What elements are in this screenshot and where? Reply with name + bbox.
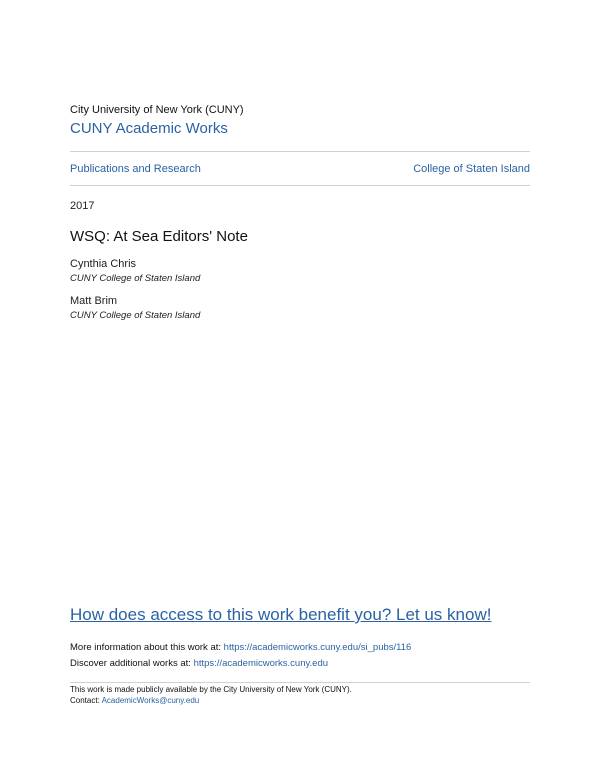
discover-url[interactable]: https://academicworks.cuny.edu (193, 658, 329, 669)
more-info-label: More information about this work at: (70, 642, 222, 653)
contact-line (70, 696, 199, 705)
author-1-affiliation: CUNY College of Staten Island (70, 273, 201, 284)
publications-link[interactable]: Publications and Research (70, 163, 201, 175)
contact-label: Contact: (70, 696, 100, 705)
author-2-name: Matt Brim (70, 295, 118, 307)
discover-label: Discover additional works at: (70, 658, 191, 669)
college-link[interactable]: College of Staten Island (413, 163, 530, 175)
institution-name: City University of New York (CUNY) (70, 104, 244, 116)
divider-top (70, 151, 530, 152)
discover-line (70, 658, 328, 669)
article-title: WSQ: At Sea Editors' Note (70, 228, 248, 245)
contact-email[interactable]: AcademicWorks@cuny.edu (101, 696, 200, 705)
availability-notice: This work is made publicly available by the City University of New York (CUNY). (70, 685, 352, 694)
divider-footer (70, 682, 530, 683)
feedback-link[interactable]: How does access to this work benefit you? Let us know! (70, 605, 492, 624)
publication-year: 2017 (70, 200, 95, 212)
author-1-name: Cynthia Chris (70, 258, 137, 270)
divider-nav (70, 185, 530, 186)
more-info-url[interactable]: https://academicworks.cuny.edu/si_pubs/116 (223, 642, 412, 653)
repository-link[interactable]: CUNY Academic Works (70, 120, 228, 137)
author-2-affiliation: CUNY College of Staten Island (70, 310, 201, 321)
more-info-line (70, 642, 411, 653)
